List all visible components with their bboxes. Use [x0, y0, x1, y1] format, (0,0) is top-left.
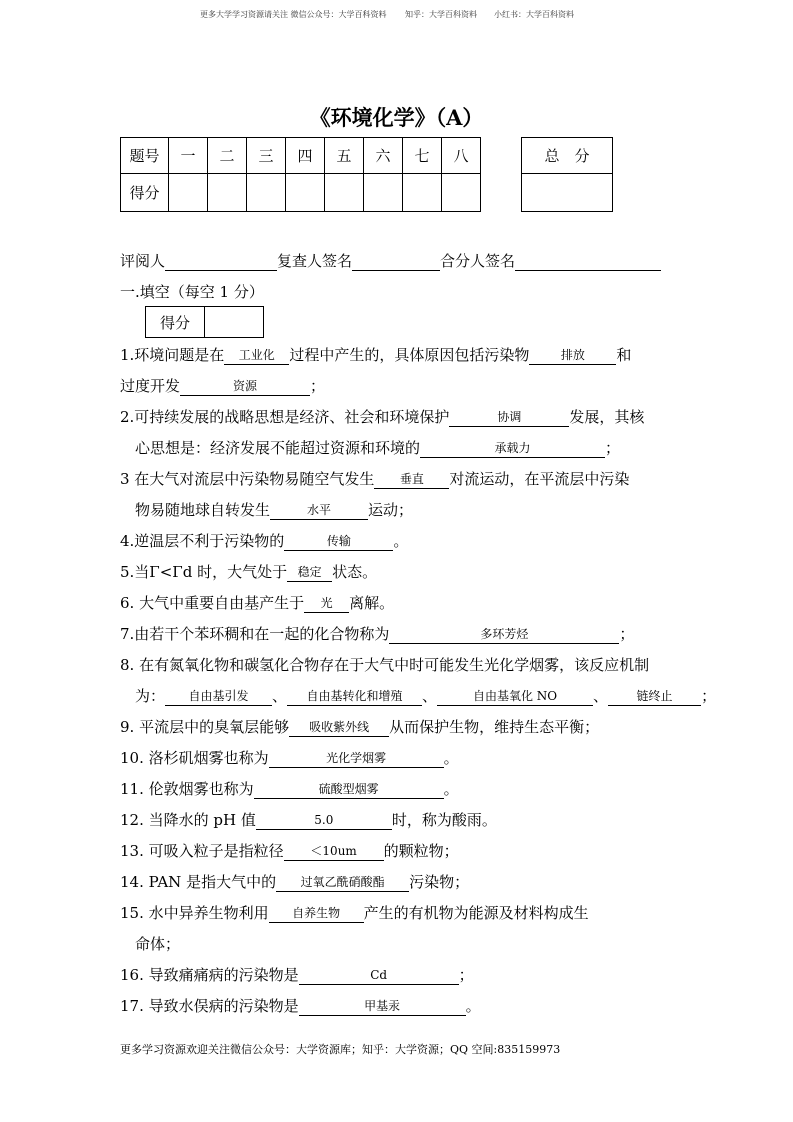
question-line [120, 376, 325, 396]
question-number-cell: 七 [403, 138, 442, 174]
question-text: 和 [616, 346, 632, 364]
reviewer-field[interactable] [165, 254, 277, 271]
question-line [120, 903, 589, 923]
section-score-cell[interactable] [205, 307, 264, 338]
question-text: ； [605, 439, 621, 457]
question-text: 过度开发 [120, 377, 181, 395]
question-text: 发展，其核 [569, 408, 645, 426]
total-score-cell[interactable] [522, 174, 613, 212]
question-text: 运动； [368, 501, 414, 519]
score-cell[interactable] [325, 174, 364, 212]
question-text: 从而保护生物，维持生态平衡； [389, 718, 600, 736]
question-text: 。 [443, 780, 459, 798]
question-number-cell: 二 [208, 138, 247, 174]
question-text: 1.环境问题是在 [120, 346, 225, 364]
question-line [120, 872, 469, 892]
question-text: 15. 水中异养生物利用 [120, 904, 269, 922]
question-line [120, 655, 649, 675]
question-number-cell: 八 [442, 138, 481, 174]
total-score-table [521, 137, 613, 212]
question-line [120, 562, 377, 582]
section-score-box [145, 306, 264, 338]
question-line [120, 531, 408, 551]
question-line [120, 593, 394, 613]
question-text: 11. 伦敦烟雾也称为 [120, 780, 254, 798]
question-line [120, 624, 634, 644]
question-text: 的颗粒物； [383, 842, 459, 860]
signature-line [120, 250, 661, 271]
answer-blank[interactable]: ＜10um [284, 842, 384, 861]
question-text: 为： [120, 687, 166, 705]
combiner-label: 合分人签名 [440, 252, 516, 270]
question-text: ； [619, 625, 635, 643]
answer-blank[interactable]: 资源 [180, 377, 310, 396]
answer-blank[interactable]: 甲基汞 [299, 997, 466, 1016]
answer-blank[interactable]: 排放 [529, 346, 616, 365]
question-line [120, 717, 599, 737]
question-text: 心思想是：经济发展不能超过资源和环境的 [120, 439, 421, 457]
score-cell[interactable] [403, 174, 442, 212]
question-line [120, 407, 644, 427]
combiner-field[interactable] [515, 254, 661, 271]
question-line [120, 965, 474, 985]
question-number-cell: 一 [169, 138, 208, 174]
answer-blank[interactable]: 垂直 [374, 470, 449, 489]
answer-blank[interactable]: 自由基氧化 NO [437, 687, 593, 706]
question-line [120, 841, 459, 861]
question-text: 命体； [120, 935, 181, 953]
answer-blank[interactable]: 自由基转化和增殖 [287, 687, 422, 706]
question-text: 7.由若干个苯环稠和在一起的化合物称为 [120, 625, 390, 643]
question-line [120, 934, 180, 954]
question-text: 17. 导致水俣病的污染物是 [120, 997, 299, 1015]
answer-blank[interactable]: 硫酸型烟雾 [254, 780, 444, 799]
answer-blank[interactable]: 工业化 [224, 346, 289, 365]
header-xhs: 小红书：大学百科资料 [494, 10, 574, 19]
question-number-cell: 四 [286, 138, 325, 174]
total-label: 总 分 [522, 138, 613, 174]
header-zhihu: 知乎：大学百科资料 [405, 10, 477, 19]
question-line [120, 779, 459, 799]
question-text: 、 [272, 687, 288, 705]
question-line [120, 748, 459, 768]
answer-blank[interactable]: 稳定 [287, 563, 332, 582]
answer-blank[interactable]: 传输 [284, 532, 393, 551]
question-text: 13. 可吸入粒子是指粒径 [120, 842, 284, 860]
question-text: 8. 在有氮氧化物和碳氢化合物存在于大气中时可能发生光化学烟雾，该反应机制 [120, 656, 650, 674]
score-cell[interactable] [208, 174, 247, 212]
answer-blank[interactable]: 承载力 [420, 439, 605, 458]
answer-blank[interactable]: 多环芳烃 [389, 625, 619, 644]
question-text: 16. 导致痛痛病的污染物是 [120, 966, 299, 984]
answer-blank[interactable]: 自由基引发 [165, 687, 272, 706]
question-text: 时，称为酸雨。 [391, 811, 497, 829]
question-line [120, 686, 716, 706]
answer-blank[interactable]: 光 [304, 594, 349, 613]
question-text: 9. 平流层中的臭氧层能够 [120, 718, 290, 736]
question-line [120, 438, 620, 458]
question-text: 、 [422, 687, 438, 705]
answer-blank[interactable]: 过氧乙酰硝酸酯 [276, 873, 409, 892]
question-text: 离解。 [349, 594, 395, 612]
checker-field[interactable] [352, 254, 440, 271]
answer-blank[interactable]: 水平 [270, 501, 368, 520]
question-text: 过程中产生的，具体原因包括污染物 [289, 346, 530, 364]
question-text: 5.当Γ<Γd 时，大气处于 [120, 563, 288, 581]
question-line [120, 810, 497, 830]
score-cell[interactable] [442, 174, 481, 212]
score-cell[interactable] [247, 174, 286, 212]
score-label: 得分 [121, 174, 169, 212]
answer-blank[interactable]: 光化学烟雾 [269, 749, 444, 768]
question-text: ； [458, 966, 474, 984]
question-text: ； [310, 377, 326, 395]
question-text: 产生的有机物为能源及材料构成生 [363, 904, 589, 922]
checker-label: 复查人签名 [277, 252, 353, 270]
question-text: 12. 当降水的 pH 值 [120, 811, 256, 829]
question-text: 14. PAN 是指大气中的 [120, 873, 277, 891]
question-text: 。 [443, 749, 459, 767]
question-text: 状态。 [332, 563, 378, 581]
score-cell[interactable] [169, 174, 208, 212]
question-text: 3 在大气对流层中污染物易随空气发生 [120, 470, 375, 488]
question-text: 4.逆温层不利于污染物的 [120, 532, 285, 550]
answer-blank[interactable]: 协调 [449, 408, 569, 427]
question-text: 、 [593, 687, 609, 705]
question-number-cell: 六 [364, 138, 403, 174]
answer-blank[interactable]: 5.0 [256, 811, 392, 830]
section-title: 一.填空（每空 1 分） [120, 283, 264, 301]
question-number-cell: 三 [247, 138, 286, 174]
question-text: 物易随地球自转发生 [120, 501, 271, 519]
question-line [120, 345, 631, 365]
question-text: 6. 大气中重要自由基产生于 [120, 594, 305, 612]
question-text: 污染物； [409, 873, 470, 891]
reviewer-label: 评阅人 [120, 252, 166, 270]
header-wechat: 更多大学学习资源请关注 微信公众号：大学百科资料 [200, 10, 387, 19]
question-text: 2.可持续发展的战略思想是经济、社会和环境保护 [120, 408, 450, 426]
question-number-label: 题号 [121, 138, 169, 174]
question-text: 。 [465, 997, 481, 1015]
question-text: ； [701, 687, 717, 705]
score-table [120, 137, 481, 212]
answer-blank[interactable]: Cd [299, 966, 459, 985]
question-text: 10. 洛杉矶烟雾也称为 [120, 749, 269, 767]
score-cell[interactable] [286, 174, 325, 212]
page-title: 《环境化学》（A） [309, 105, 484, 130]
score-cell[interactable] [364, 174, 403, 212]
question-line [120, 500, 413, 520]
page-footer: 更多学习资源欢迎关注微信公众号：大学资源库；知乎：大学资源；QQ 空间:835159973 [120, 1043, 561, 1056]
question-text: 对流运动，在平流层中污染 [449, 470, 630, 488]
question-line [120, 996, 481, 1016]
answer-blank[interactable]: 自养生物 [269, 904, 364, 923]
answer-blank[interactable]: 吸收紫外线 [289, 718, 389, 737]
question-text: 。 [393, 532, 409, 550]
question-line [120, 469, 629, 489]
section-score-label: 得分 [146, 307, 205, 338]
question-number-cell: 五 [325, 138, 364, 174]
answer-blank[interactable]: 链终止 [608, 687, 701, 706]
